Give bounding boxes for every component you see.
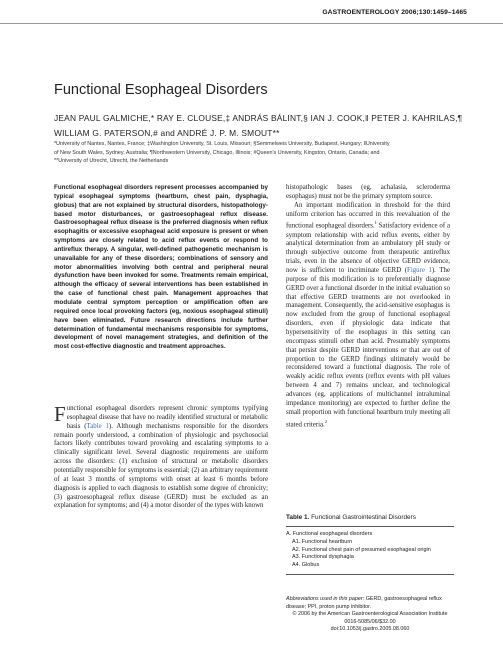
figure-1-link[interactable]: Figure 1 [407, 267, 432, 275]
table-caption-text: Functional Gastrointestinal Disorders [311, 514, 416, 521]
table-row: A3. Functional dysphagia [292, 554, 354, 561]
intro-text: unctional esophageal disorders represent chronic symptoms typifying esophageal disease that have no readily identified structural or metabolic basis ( [66, 405, 268, 430]
abbreviations [286, 596, 454, 611]
affiliations [54, 140, 474, 166]
paragraph-text: An important modification in threshold for the third uniform criterion has occurred in this reevaluation of the functional esophageal disorders. [286, 201, 450, 230]
paragraph [286, 202, 450, 430]
table-row: A1. Functional heartburn [292, 538, 353, 545]
table-1-link[interactable]: Table 1 [86, 422, 109, 430]
table-row: A. Functional esophageal disorders [286, 531, 373, 537]
affiliation-line: *University of Nantes, Nantes, France; ‡Washington University, St. Louis, Missouri; §Semmelweis University, Budapest, Hungary; ‖University [54, 141, 390, 147]
table-bottom-rule [286, 574, 454, 575]
table-body [286, 531, 454, 570]
issn: 0016-5085/06/$32.00 [344, 618, 396, 625]
paragraph: histopathologic bases (eg, achalasia, scleroderma esophagus) must not be the primary symptom source. [286, 184, 450, 200]
header-rule [0, 23, 503, 24]
paragraph-text: Satisfactory evidence of a symptom relationship with acid reflux events, either by analytical determination from an ambulatory pH study or through subjective outcome from therapeutic antireflux trials, even in the absence of objective GERD evidence, now is sufficient to incriminate GERD ( [286, 222, 450, 275]
table-row: A2. Functional chest pain of presumed esophageal origin [292, 546, 431, 553]
author-list [54, 111, 474, 141]
doi: doi:10.1053/j.gastro.2005.08.060 [330, 626, 410, 633]
author-line: WILLIAM G. PATERSON,# and ANDRÉ J. P. M. SMOUT** [54, 128, 280, 138]
citation-2[interactable]: 2 [324, 418, 328, 424]
drop-cap: F [54, 402, 66, 426]
table-row: A4. Globus [292, 562, 320, 569]
intro-paragraph [54, 402, 269, 511]
abbreviations-text: GERD, gastroesophageal reflux disease; PPI, proton pump inhibitor. [286, 596, 442, 610]
affiliation-line: of New South Wales, Sydney, Australia; ¶Northwestern University, Chicago, Illinois; #Queen's University, Kingston, Ontario, Canada; and [54, 149, 380, 156]
right-column-text [286, 184, 450, 430]
abstract: Functional esophageal disorders represent processes accompanied by typical esophageal symptoms (heartburn, chest pain, dysphagia, globus) that are not explained by structural disorders, histopathology-based motor disturbances, or gastroesophageal reflux disease. Gastroesophageal reflux disease is the preferred diagnosis when reflux esophagitis or excessive esophageal acid exposure is present or when symptoms are closely related to acid reflux events or respond to antireflux therapy. A singular, well-defined pathogenetic mechanism is unavailable for any of these disorders; combinations of sensory and motor abnormalities involving both central and peripheral neural dysfunction have been invoked for some. Treatments remain empirical, although the efficacy of several interventions has been established in the case of functional chest pain. Management approaches that modulate central symptom perception or amplification often are required once local provoking factors (eg, noxious esophageal stimuli) have been eliminated. Future research directions include further determination of fundamental mechanisms responsible for symptoms, development of novel management strategies, and definition of the most cost-effective diagnostic and treatment approaches. [54, 184, 268, 351]
abbreviations-label: Abbreviations used in this paper: [286, 596, 365, 602]
table-label: Table 1. [286, 514, 310, 521]
intro-text: ). Although mechanisms responsible for the disorders remain poorly understood, a combination of physiologic and psychosocial factors likely contributes toward provoking and escalating symptoms to a clinically significant level. Several diagnostic requirements are uniform across the disorders: (1) exclusion of structural or metabolic disorders potentially responsible for symptoms is essential; (2) an arbitrary requirement of at least 3 months of symptoms with onset at least 6 months before diagnosis is applied to each diagnosis to establish some degree of chronicity; (3) gastroesophageal reflux disease (GERD) must be excluded as an explanation for symptoms; and (4) a motor disorder of the types with known [54, 422, 269, 510]
author-line: JEAN PAUL GALMICHE,* RAY E. CLOUSE,‡ ANDRÁS BÁLINT,§ IAN J. COOK,‖ PETER J. KAHRILAS,¶ [54, 113, 463, 123]
table-caption [286, 514, 456, 521]
citation-1[interactable]: 1 [374, 220, 377, 226]
footnote [286, 596, 454, 634]
journal-citation: GASTROENTEROLOGY 2006;130:1459–1465 [322, 9, 467, 16]
table-top-rule [286, 526, 454, 527]
article-title: Functional Esophageal Disorders [54, 82, 268, 98]
paragraph-text: ). The purpose of this modification is to preferentially diagnose GERD over a functional disorder in the initial evaluation so that effective GERD treatments are not overlooked in management. Consequently, the acid-sensitive esophagus is now excluded from the group of functional esophageal disorders, even if physiologic data indicate that hypersensitivity of the esophagus in this setting can encompass stimuli other than acid. Presumably symptoms that persist despite GERD interventions or that are out of proportion to the GERD findings ultimately would be reconsidered toward a functional diagnosis. The role of weakly acidic reflux events (reflux events with pH values between 4 and 7) remains unclear, and technological advances (eg, applications of multichannel intraluminal impedance monitoring) are expected to further define the small proportion with functional heartburn truly meeting all stated criteria. [286, 267, 451, 428]
affiliation-line: **University of Utrecht, Utrecht, the Netherlands [54, 158, 169, 165]
copyright: © 2006 by the American Gastroenterological Association Institute [292, 611, 448, 618]
